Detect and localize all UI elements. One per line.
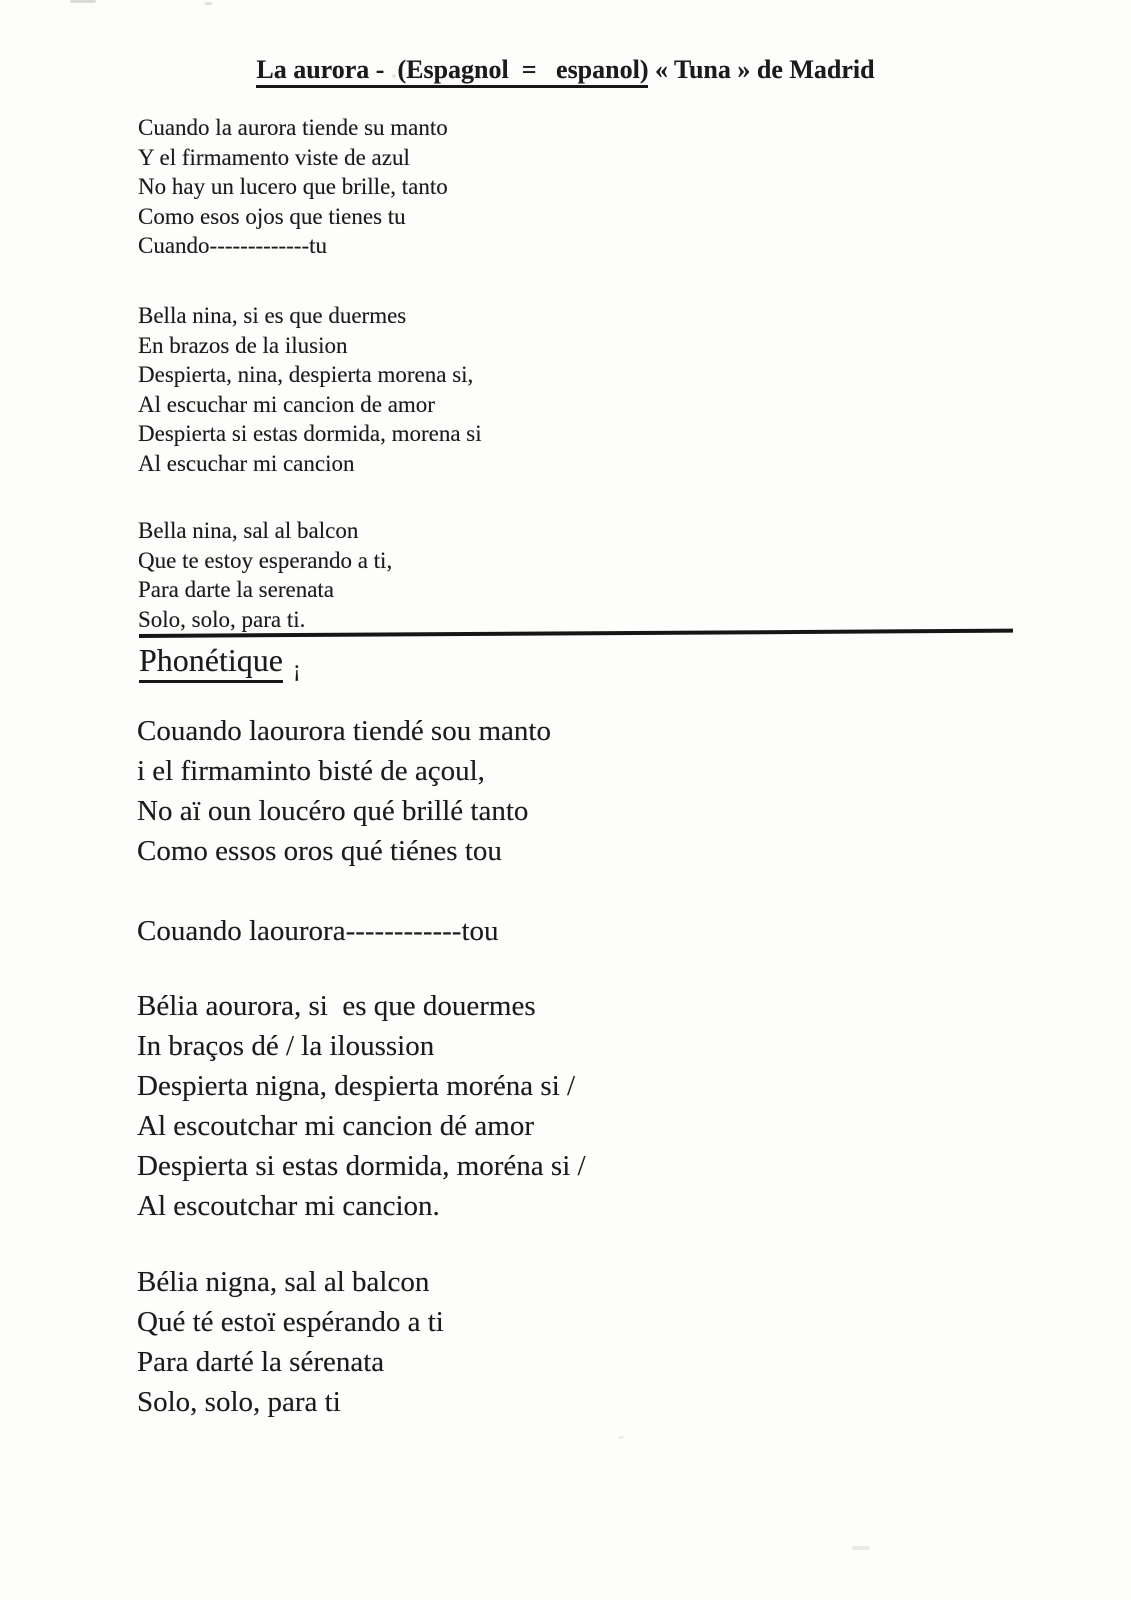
lyric-line: In braços dé / la iloussion <box>137 1030 435 1062</box>
lyric-line: Bella nina, si es que duermes <box>138 303 407 328</box>
page-title <box>0 54 1131 86</box>
lyric-line: No hay un lucero que brille, tanto <box>138 174 448 199</box>
phonetic-bridge-line <box>137 911 499 951</box>
lyric-line: Al escuchar mi cancion de amor <box>138 391 435 417</box>
phonetique-heading <box>139 641 301 688</box>
scan-artifact <box>618 1436 624 1439</box>
lyric-line: Al escuchar mi cancion <box>138 450 355 476</box>
lyric-line: Couando laourora tiendé sou manto <box>137 715 551 747</box>
phonetic-stanza-2 <box>137 986 586 1226</box>
lyric-line: Y el firmamento viste de azul <box>138 144 410 170</box>
lyric-line: i el firmaminto bisté de açoul, <box>137 755 485 787</box>
lyric-line: Bélia aourora, si es que douermes <box>137 990 536 1022</box>
spanish-stanza-3 <box>138 516 392 634</box>
scan-artifact <box>852 1546 870 1550</box>
lyric-line: Bella nina, sal al balcon <box>138 518 359 543</box>
lyric-line: Cuando-------------tu <box>138 233 328 258</box>
scan-artifact <box>70 0 96 3</box>
phonetic-stanza-1 <box>137 711 551 871</box>
phonetic-stanza-3 <box>137 1262 444 1422</box>
lyric-line: Para darté la sérenata <box>137 1346 385 1378</box>
title-suffix-text: « Tuna » de Madrid <box>648 55 875 84</box>
lyric-line: Al escoutchar mi cancion. <box>137 1190 440 1222</box>
lyric-line: Despierta si estas dormida, moréna si / <box>137 1150 586 1182</box>
lyric-line: Solo, solo, para ti. <box>138 606 306 632</box>
lyric-line: Despierta nigna, despierta moréna si / <box>137 1070 576 1102</box>
lyric-line: No aï oun loucéro qué brillé tanto <box>137 795 529 827</box>
title-underlined-text: La aurora - (Espagnol = espanol) <box>256 55 648 88</box>
spanish-stanza-2 <box>138 301 482 478</box>
lyric-line: En brazos de la ilusion <box>138 332 348 358</box>
lyric-line: Para darte la serenata <box>138 577 335 602</box>
spanish-stanza-1 <box>138 113 448 261</box>
lyric-line: Couando laourora------------tou <box>137 915 499 947</box>
lyric-line: Despierta si estas dormida, morena si <box>138 421 482 446</box>
lyric-line: Que te estoy esperando a ti, <box>138 547 393 573</box>
lyric-line: Cuando la aurora tiende su manto <box>138 115 448 140</box>
lyric-line: Qué té estoï espérando a ti <box>137 1306 444 1338</box>
phonetique-heading-text: Phonétique <box>139 642 283 683</box>
lyric-line: Como essos oros qué tiénes tou <box>137 835 502 867</box>
lyric-line: Al escoutchar mi cancion dé amor <box>137 1110 534 1142</box>
inverted-exclamation-mark: ¡ <box>292 656 301 681</box>
scan-artifact <box>204 2 213 5</box>
lyric-line: Bélia nigna, sal al balcon <box>137 1266 430 1298</box>
lyric-line: Despierta, nina, despierta morena si, <box>138 362 474 387</box>
lyric-line: Como esos ojos que tienes tu <box>138 203 406 229</box>
lyric-line: Solo, solo, para ti <box>137 1386 341 1418</box>
